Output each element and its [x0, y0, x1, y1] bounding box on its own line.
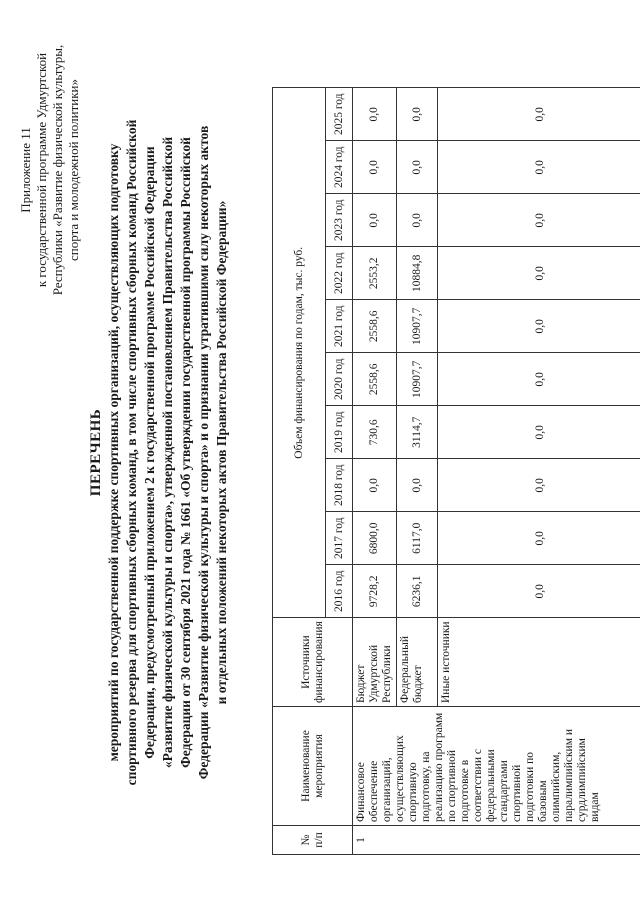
header-year: 2016 год — [326, 565, 353, 618]
header-year: 2020 год — [326, 353, 353, 406]
appendix-line: к государственной программе Удмуртской — [34, 52, 49, 288]
source-cell: Федеральный бюджет — [397, 618, 438, 707]
value-cell: 0,0 — [438, 459, 640, 512]
value-cell: 0,0 — [397, 141, 438, 194]
header-year: 2017 год — [326, 512, 353, 565]
row-name: Финансовое обеспечение организаций, осуществляющих спортивную подготовку, на реализацию программ по спортивной подготовке в соответствии с федеральными стандартами спортивной подготовки по базовым олимпийским, паралимпийским и сурдлимпийским видам — [353, 707, 640, 826]
value-cell: 10884,8 — [397, 247, 438, 300]
header-year: 2023 год — [326, 194, 353, 247]
header-source: Источники финансирования — [273, 618, 353, 707]
value-cell: 0,0 — [353, 141, 397, 194]
value-cell: 0,0 — [438, 406, 640, 459]
value-cell: 0,0 — [438, 512, 640, 565]
title-line: Федерации от 30 сентября 2021 года № 1661 «Об утверждении государственной программы Российской — [178, 137, 193, 768]
value-cell: 0,0 — [438, 141, 640, 194]
value-cell: 0,0 — [353, 194, 397, 247]
value-cell: 0,0 — [438, 565, 640, 618]
value-cell: 0,0 — [438, 88, 640, 141]
value-cell: 6800,0 — [353, 512, 397, 565]
header-year: 2024 год — [326, 141, 353, 194]
value-cell: 0,0 — [353, 88, 397, 141]
header-year: 2025 год — [326, 88, 353, 141]
title-line: спортивного резерва для спортивных сборных команд, в том числе спортивных сборных команд Российской — [124, 119, 139, 786]
value-cell: 0,0 — [438, 300, 640, 353]
document-heading: ПЕРЕЧЕНЬ — [88, 408, 104, 497]
source-cell: Бюджет Удмуртской Республики — [353, 618, 397, 707]
value-cell: 0,0 — [397, 459, 438, 512]
source-cell: Иные источники — [438, 618, 640, 707]
appendix-line: Республики «Развитие физической культуры, — [50, 44, 65, 296]
header-year: 2019 год — [326, 406, 353, 459]
header-year: 2018 год — [326, 459, 353, 512]
header-name: Наименование мероприятия — [273, 707, 353, 826]
value-cell: 2558,6 — [353, 353, 397, 406]
header-number: № п/п — [273, 826, 353, 855]
value-cell: 0,0 — [353, 459, 397, 512]
title-line: Федерации, предусмотренный приложением 2 к государственной программе Российской Федерации — [142, 146, 157, 759]
value-cell: 0,0 — [397, 88, 438, 141]
value-cell: 2553,2 — [353, 247, 397, 300]
financing-table — [272, 87, 640, 855]
header-volume: Объем финансирования по годам, тыс. руб. — [273, 88, 326, 618]
table-row — [353, 88, 397, 855]
value-cell: 3114,7 — [397, 406, 438, 459]
value-cell: 6236,1 — [397, 565, 438, 618]
row-number: 1 — [353, 826, 640, 855]
title-line: и отдельных положений некоторых актов Правительства Российской Федерации» — [214, 200, 229, 705]
value-cell: 10907,7 — [397, 300, 438, 353]
appendix-line: спорта и молодежной политики» — [66, 79, 81, 261]
value-cell: 6117,0 — [397, 512, 438, 565]
value-cell: 0,0 — [397, 194, 438, 247]
appendix-note — [18, 20, 82, 320]
value-cell: 9728,2 — [353, 565, 397, 618]
value-cell: 10907,7 — [397, 353, 438, 406]
value-cell: 0,0 — [438, 194, 640, 247]
value-cell: 2558,6 — [353, 300, 397, 353]
value-cell: 730,6 — [353, 406, 397, 459]
title-line: «Развитие физической культуры и спорта», утвержденной постановлением Правительства Российской — [160, 136, 175, 769]
title-line: мероприятий по государственной поддержке спортивных организаций, осуществляющих подготовку — [106, 143, 121, 762]
appendix-line: Приложение 11 — [18, 127, 33, 213]
header-year: 2021 год — [326, 300, 353, 353]
header-year: 2022 год — [326, 247, 353, 300]
title-line: Федерации «Развитие физической культуры и спорта» и о признании утратившими силу некоторых актов — [196, 125, 211, 780]
value-cell: 0,0 — [438, 353, 640, 406]
value-cell: 0,0 — [438, 247, 640, 300]
